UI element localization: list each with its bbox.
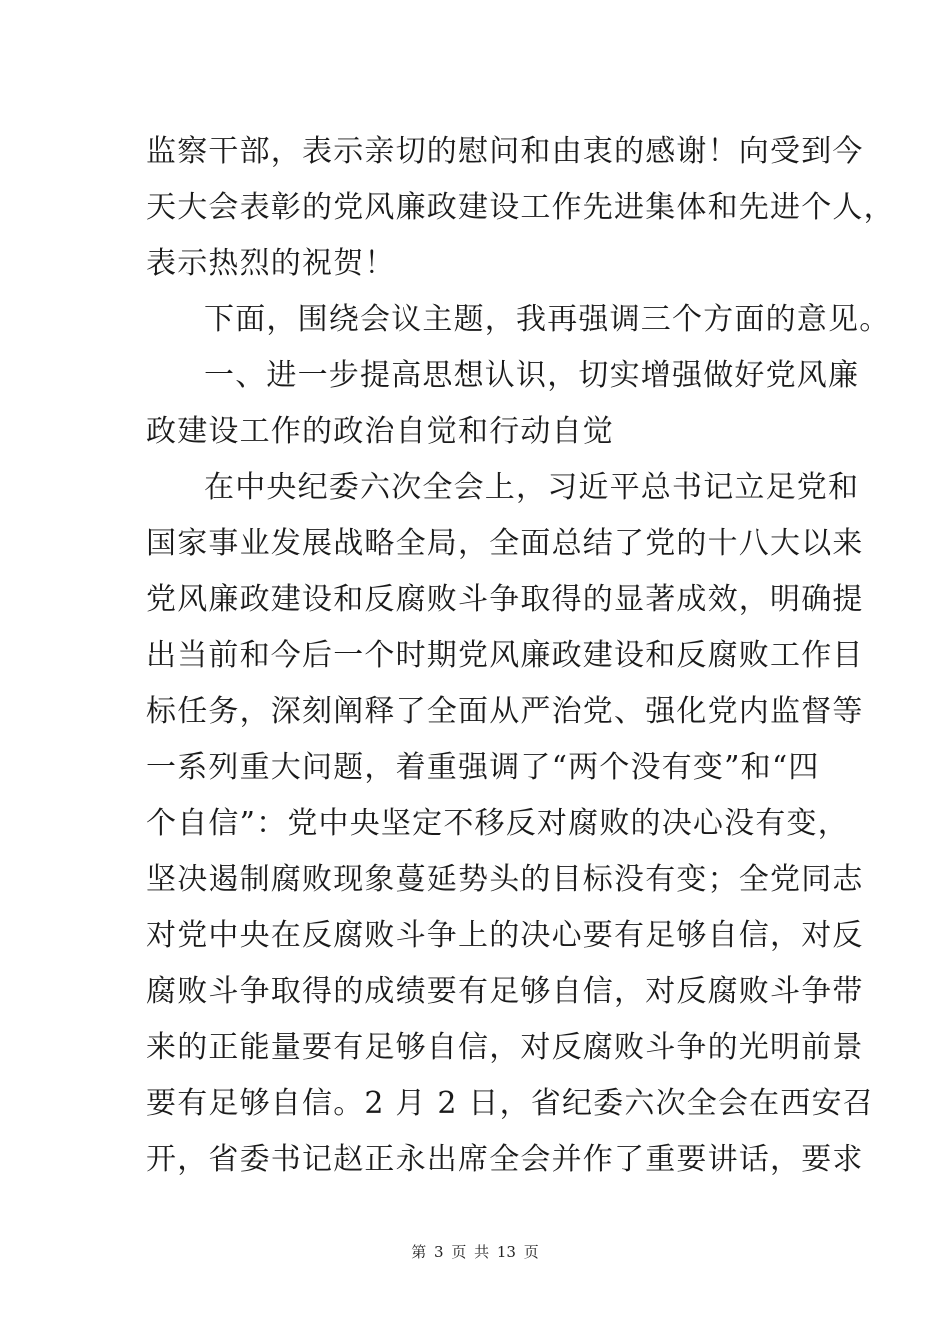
- section-heading-line: 政建设工作的政治自觉和行动自觉: [146, 414, 614, 449]
- text-line: 腐败斗争取得的成绩要有足够自信，对反腐败斗争带: [146, 974, 864, 1009]
- text-line: 个自信”：党中央坚定不移反对腐败的决心没有变，: [146, 806, 849, 841]
- text-line: 党风廉政建设和反腐败斗争取得的显著成效，明确提: [146, 582, 864, 617]
- text-line: 来的正能量要有足够自信，对反腐败斗争的光明前景: [146, 1030, 864, 1065]
- text-line: 标任务，深刻阐释了全面从严治党、强化党内监督等: [146, 694, 864, 729]
- text-line: 天大会表彰的党风廉政建设工作先进集体和先进个人，: [146, 190, 895, 225]
- text-line: 开，省委书记赵正永出席全会并作了重要讲话，要求: [146, 1142, 864, 1177]
- text-line: 坚决遏制腐败现象蔓延势头的目标没有变；全党同志: [146, 862, 864, 897]
- paragraph-start-line: 下面，围绕会议主题，我再强调三个方面的意见。: [204, 302, 891, 337]
- text-line: 监察干部，表示亲切的慰问和由衷的感谢！向受到今: [146, 134, 864, 169]
- text-line: 对党中央在反腐败斗争上的决心要有足够自信，对反: [146, 918, 864, 953]
- page-number-footer: 第 3 页 共 13 页: [411, 1243, 539, 1261]
- paragraph-start-line: 在中央纪委六次全会上，习近平总书记立足党和: [204, 470, 860, 505]
- text-line: 要有足够自信。2 月 2 日，省纪委六次全会在西安召: [146, 1086, 874, 1121]
- text-line: 表示热烈的祝贺！: [146, 246, 396, 281]
- text-line: 出当前和今后一个时期党风廉政建设和反腐败工作目: [146, 638, 864, 673]
- text-line: 一系列重大问题，着重强调了“两个没有变”和“四: [146, 750, 820, 785]
- section-heading-line: 一、进一步提高思想认识，切实增强做好党风廉: [204, 358, 860, 393]
- text-line: 国家事业发展战略全局，全面总结了党的十八大以来: [146, 526, 864, 561]
